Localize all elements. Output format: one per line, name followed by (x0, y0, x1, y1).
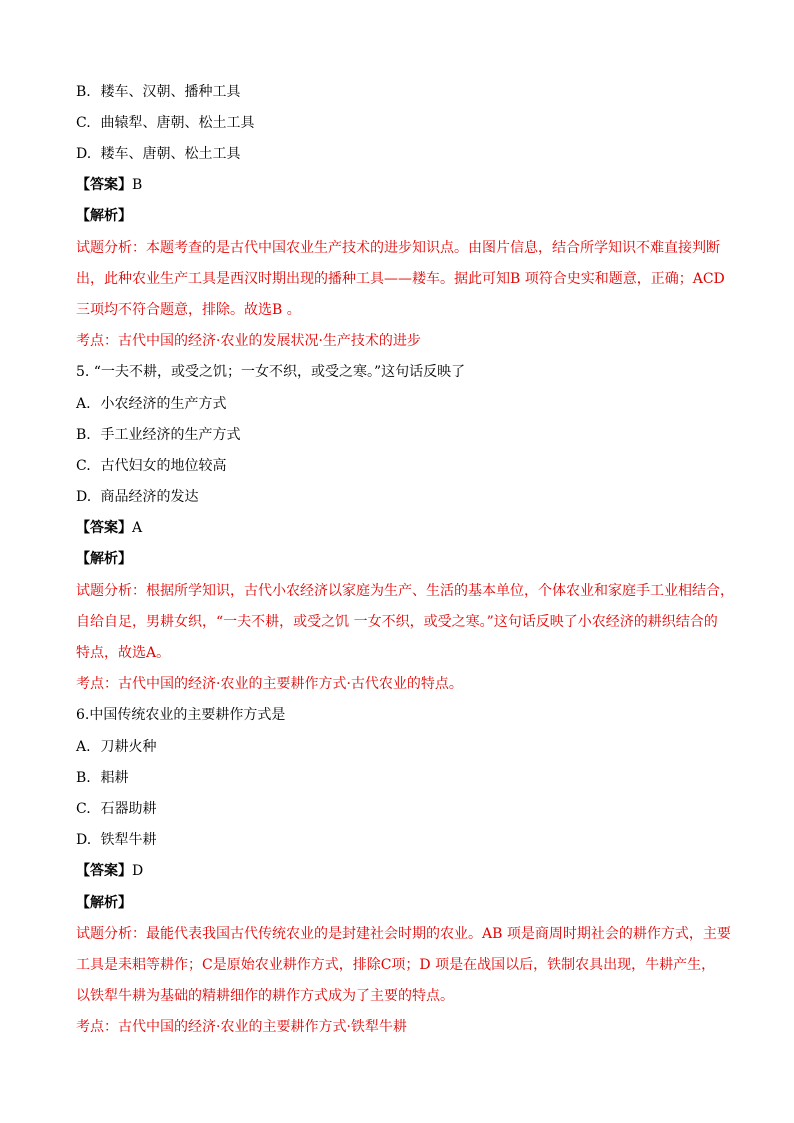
q4-analysis-line-3: 三项均不符合题意，排除。故选B 。 (76, 302, 301, 318)
q5-analysis-line-1: 试题分析：根据所学知识，古代小农经济以家庭为生产、生活的基本单位，个体农业和家庭手工业相结合， (76, 583, 734, 599)
q4-option-c: C. 曲辕犁、唐朝、松土工具 (76, 115, 255, 131)
q4-analysis-heading: 【解析】 (76, 208, 132, 224)
q6-analysis-line-2: 工具是耒耜等耕作；C是原始农业耕作方式，排除C项；D 项是在战国以后，铁制农具出现，牛耕产生， (76, 957, 716, 973)
q5-option-d: D. 商品经济的发达 (76, 489, 199, 505)
q4-answer: 【答案】B (76, 177, 143, 193)
q5-option-a: A. 小农经济的生产方式 (76, 396, 227, 412)
q6-option-d: D. 铁犁牛耕 (76, 832, 157, 848)
q6-option-c: C. 石器助耕 (76, 801, 157, 817)
q6-option-a: A. 刀耕火种 (76, 739, 157, 755)
q5-analysis-line-2: 自给自足，男耕女织，“一夫不耕，或受之饥 一女不织，或受之寒。”这句话反映了小农经济的耕织结合的 (76, 614, 718, 630)
q4-analysis-line-2: 出，此种农业生产工具是西汉时期出现的播种工具——耧车。据此可知B 项符合史实和题意，正确；ACD (76, 271, 725, 287)
q6-analysis-line-1: 试题分析：最能代表我国古代传统农业的是封建社会时期的农业。AB 项是商周时期社会的耕作方式，主要 (76, 926, 731, 942)
q6-option-b: B. 耜耕 (76, 770, 129, 786)
q5-analysis-heading: 【解析】 (76, 551, 132, 567)
q4-option-d: D. 耧车、唐朝、松土工具 (76, 146, 241, 162)
q6-knowledge-point: 考点：古代中国的经济·农业的主要耕作方式·铁犁牛耕 (76, 1019, 407, 1035)
q5-option-c: C. 古代妇女的地位较高 (76, 458, 227, 474)
q6-answer: 【答案】D (76, 863, 144, 879)
q6-analysis-line-3: 以铁犁牛耕为基础的精耕细作的耕作方式成为了主要的特点。 (76, 988, 454, 1004)
q4-analysis-line-1: 试题分析：本题考查的是古代中国农业生产技术的进步知识点。由图片信息，结合所学知识不难直接判断 (76, 240, 720, 256)
q5-knowledge-point: 考点：古代中国的经济·农业的主要耕作方式·古代农业的特点。 (76, 676, 463, 692)
q4-option-b: B. 耧车、汉朝、播种工具 (76, 84, 241, 100)
q4-knowledge-point: 考点：古代中国的经济·农业的发展状况·生产技术的进步 (76, 333, 421, 349)
q5-option-b: B. 手工业经济的生产方式 (76, 427, 241, 443)
q6-analysis-heading: 【解析】 (76, 895, 132, 911)
q5-stem: 5. “一夫不耕，或受之饥；一女不织，或受之寒。”这句话反映了 (76, 364, 466, 380)
q5-answer: 【答案】A (76, 520, 143, 536)
q6-stem: 6.中国传统农业的主要耕作方式是 (76, 707, 286, 723)
q5-analysis-line-3: 特点，故选A。 (76, 645, 171, 661)
